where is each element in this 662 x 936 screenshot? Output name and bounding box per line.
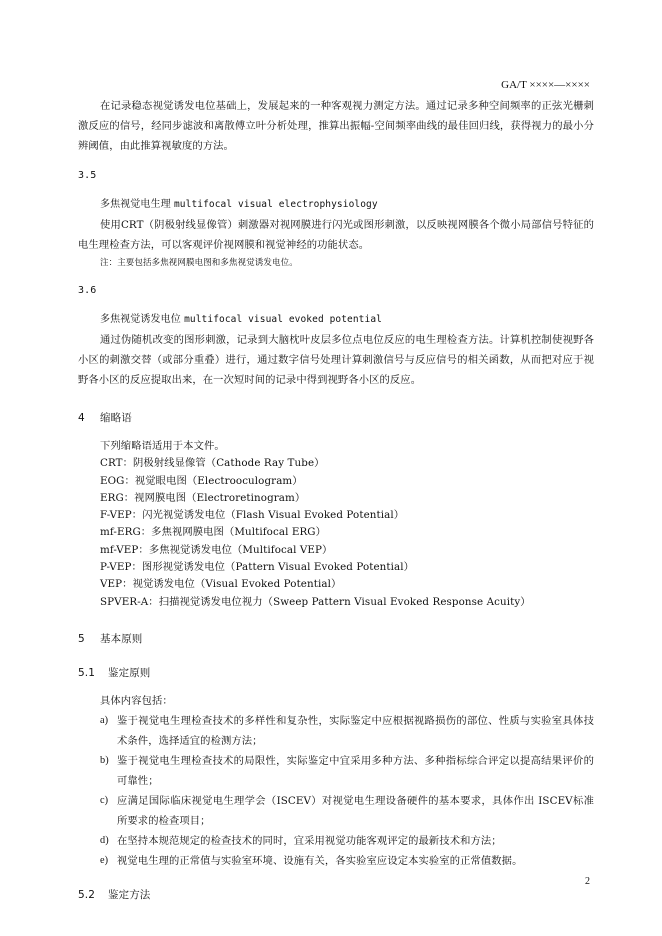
- term-en: multifocal visual evoked potential: [184, 314, 382, 325]
- list-item: [100, 791, 594, 831]
- list-item: [100, 711, 594, 751]
- heading-number: 5.1: [78, 666, 95, 679]
- list-marker: b): [100, 754, 109, 766]
- abbreviation-item: VEP：视觉诱发电位（Visual Evoked Potential）: [100, 578, 342, 591]
- abbreviation-item: ERG：视网膜电图（Electroretinogram）: [100, 491, 306, 504]
- abbreviation-item: P-VEP：图形视觉诱发电位（Pattern Visual Evoked Potential）: [100, 561, 415, 574]
- abbreviation-intro: 下列缩略语适用于本文件。: [100, 440, 225, 452]
- document-code: GA/T ××××—××××: [501, 79, 590, 91]
- list-marker: d): [100, 834, 109, 846]
- note-3-5: 注：主要包括多焦视网膜电图和多焦视觉诱发电位。: [100, 258, 298, 268]
- term-cn: 多焦视觉电生理: [100, 199, 171, 210]
- abbreviation-item: SPVER-A：扫描视觉诱发电位视力（Sweep Pattern Visual Evoked Response Acuity）: [100, 595, 531, 608]
- heading-5-1: [78, 663, 594, 683]
- list-item: [100, 751, 594, 791]
- term-3-5: [100, 194, 594, 215]
- abbreviation-item: mf-VEP：多焦视觉诱发电位（Multifocal VEP）: [100, 543, 333, 556]
- list-text: 应满足国际临床视觉电生理学会（ISCEV）对视觉电生理设备硬件的基本要求，具体作出 ISCEV标准所要求的检查项目；: [117, 794, 594, 827]
- abbreviation-item: mf-ERG：多焦视网膜电图（Multifocal ERG）: [100, 526, 327, 539]
- term-cn: 多焦视觉诱发电位: [100, 314, 181, 325]
- heading-5: [78, 629, 594, 649]
- list-text: 在坚持本规范规定的检查技术的同时，宜采用视觉功能客观评定的最新技术和方法；: [117, 834, 502, 847]
- list-marker: e): [100, 854, 109, 866]
- paragraph-3-4-continued: 在记录稳态视觉诱发电位基础上，发展起来的一种客观视力测定方法。通过记录多种空间频率的正弦光栅刺激反应的信号，经同步滤波和离散傅立叶分析处理，推算出振幅-空间频率曲线的最佳回归线，获得视力的最小分辨阈值，由此推算视敏度的方法。: [78, 100, 594, 152]
- list-item: [100, 851, 594, 871]
- list-marker: c): [100, 794, 109, 806]
- definition-3-6: 通过伪随机改变的图形刺激，记录到大脑枕叶皮层多位点电位反应的电生理检查方法。计算机控制使视野各小区的刺激交替（或部分重叠）进行，通过数字信号处理计算刺激信号与反应信号的相关函数，从而把对应于视野各小区的反应提取出来，在一次短时间的记录中得到视野各小区的反应。: [78, 334, 594, 386]
- heading-number: 5.2: [78, 888, 95, 901]
- abbreviation-list: [100, 438, 594, 611]
- heading-number: 5: [78, 632, 85, 645]
- list-intro: 具体内容包括：: [100, 694, 173, 707]
- page-number: 2: [585, 876, 590, 887]
- clause-number-3-6: 3.6: [78, 285, 97, 296]
- definition-3-5: 使用CRT（阴极射线显像管）刺激器对视网膜进行闪光或图形刺激，以反映视网膜各个微小局部信号特征的电生理检查方法，可以客观评价视网膜和视觉神经的功能状态。: [78, 219, 594, 251]
- heading-title: 鉴定原则: [108, 666, 151, 679]
- list-text: 鉴于视觉电生理检查技术的局限性，实际鉴定中宜采用多种方法、多种指标综合评定以提高结果评价的可靠性；: [117, 754, 594, 787]
- abbreviation-item: F-VEP：闪光视觉诱发电位（Flash Visual Evoked Potential）: [100, 509, 405, 522]
- clause-number-3-5: 3.5: [78, 170, 97, 181]
- abbreviation-item: EOG：视觉眼电图（Electrooculogram）: [100, 474, 303, 487]
- list-text: 视觉电生理的正常值与实验室环境、设施有关，各实验室应设定本实验室的正常值数据。: [117, 854, 523, 867]
- heading-number: 4: [78, 412, 85, 424]
- document-body: [78, 96, 594, 913]
- term-3-6: [100, 309, 594, 330]
- heading-title: 鉴定方法: [108, 888, 151, 901]
- heading-4: [78, 408, 594, 428]
- list-item: [100, 831, 594, 851]
- heading-title: 基本原则: [100, 632, 143, 645]
- list-marker: a): [100, 714, 109, 726]
- abbreviation-item: CRT：阴极射线显像管（Cathode Ray Tube）: [100, 457, 325, 470]
- list-text: 鉴于视觉电生理检查技术的多样性和复杂性，实际鉴定中应根据视路损伤的部位、性质与实验室具体技术条件，选择适宜的检测方法；: [117, 714, 594, 747]
- heading-title: 缩略语: [100, 412, 132, 424]
- heading-5-2: [78, 885, 594, 905]
- term-en: multifocal visual electrophysiology: [173, 199, 378, 210]
